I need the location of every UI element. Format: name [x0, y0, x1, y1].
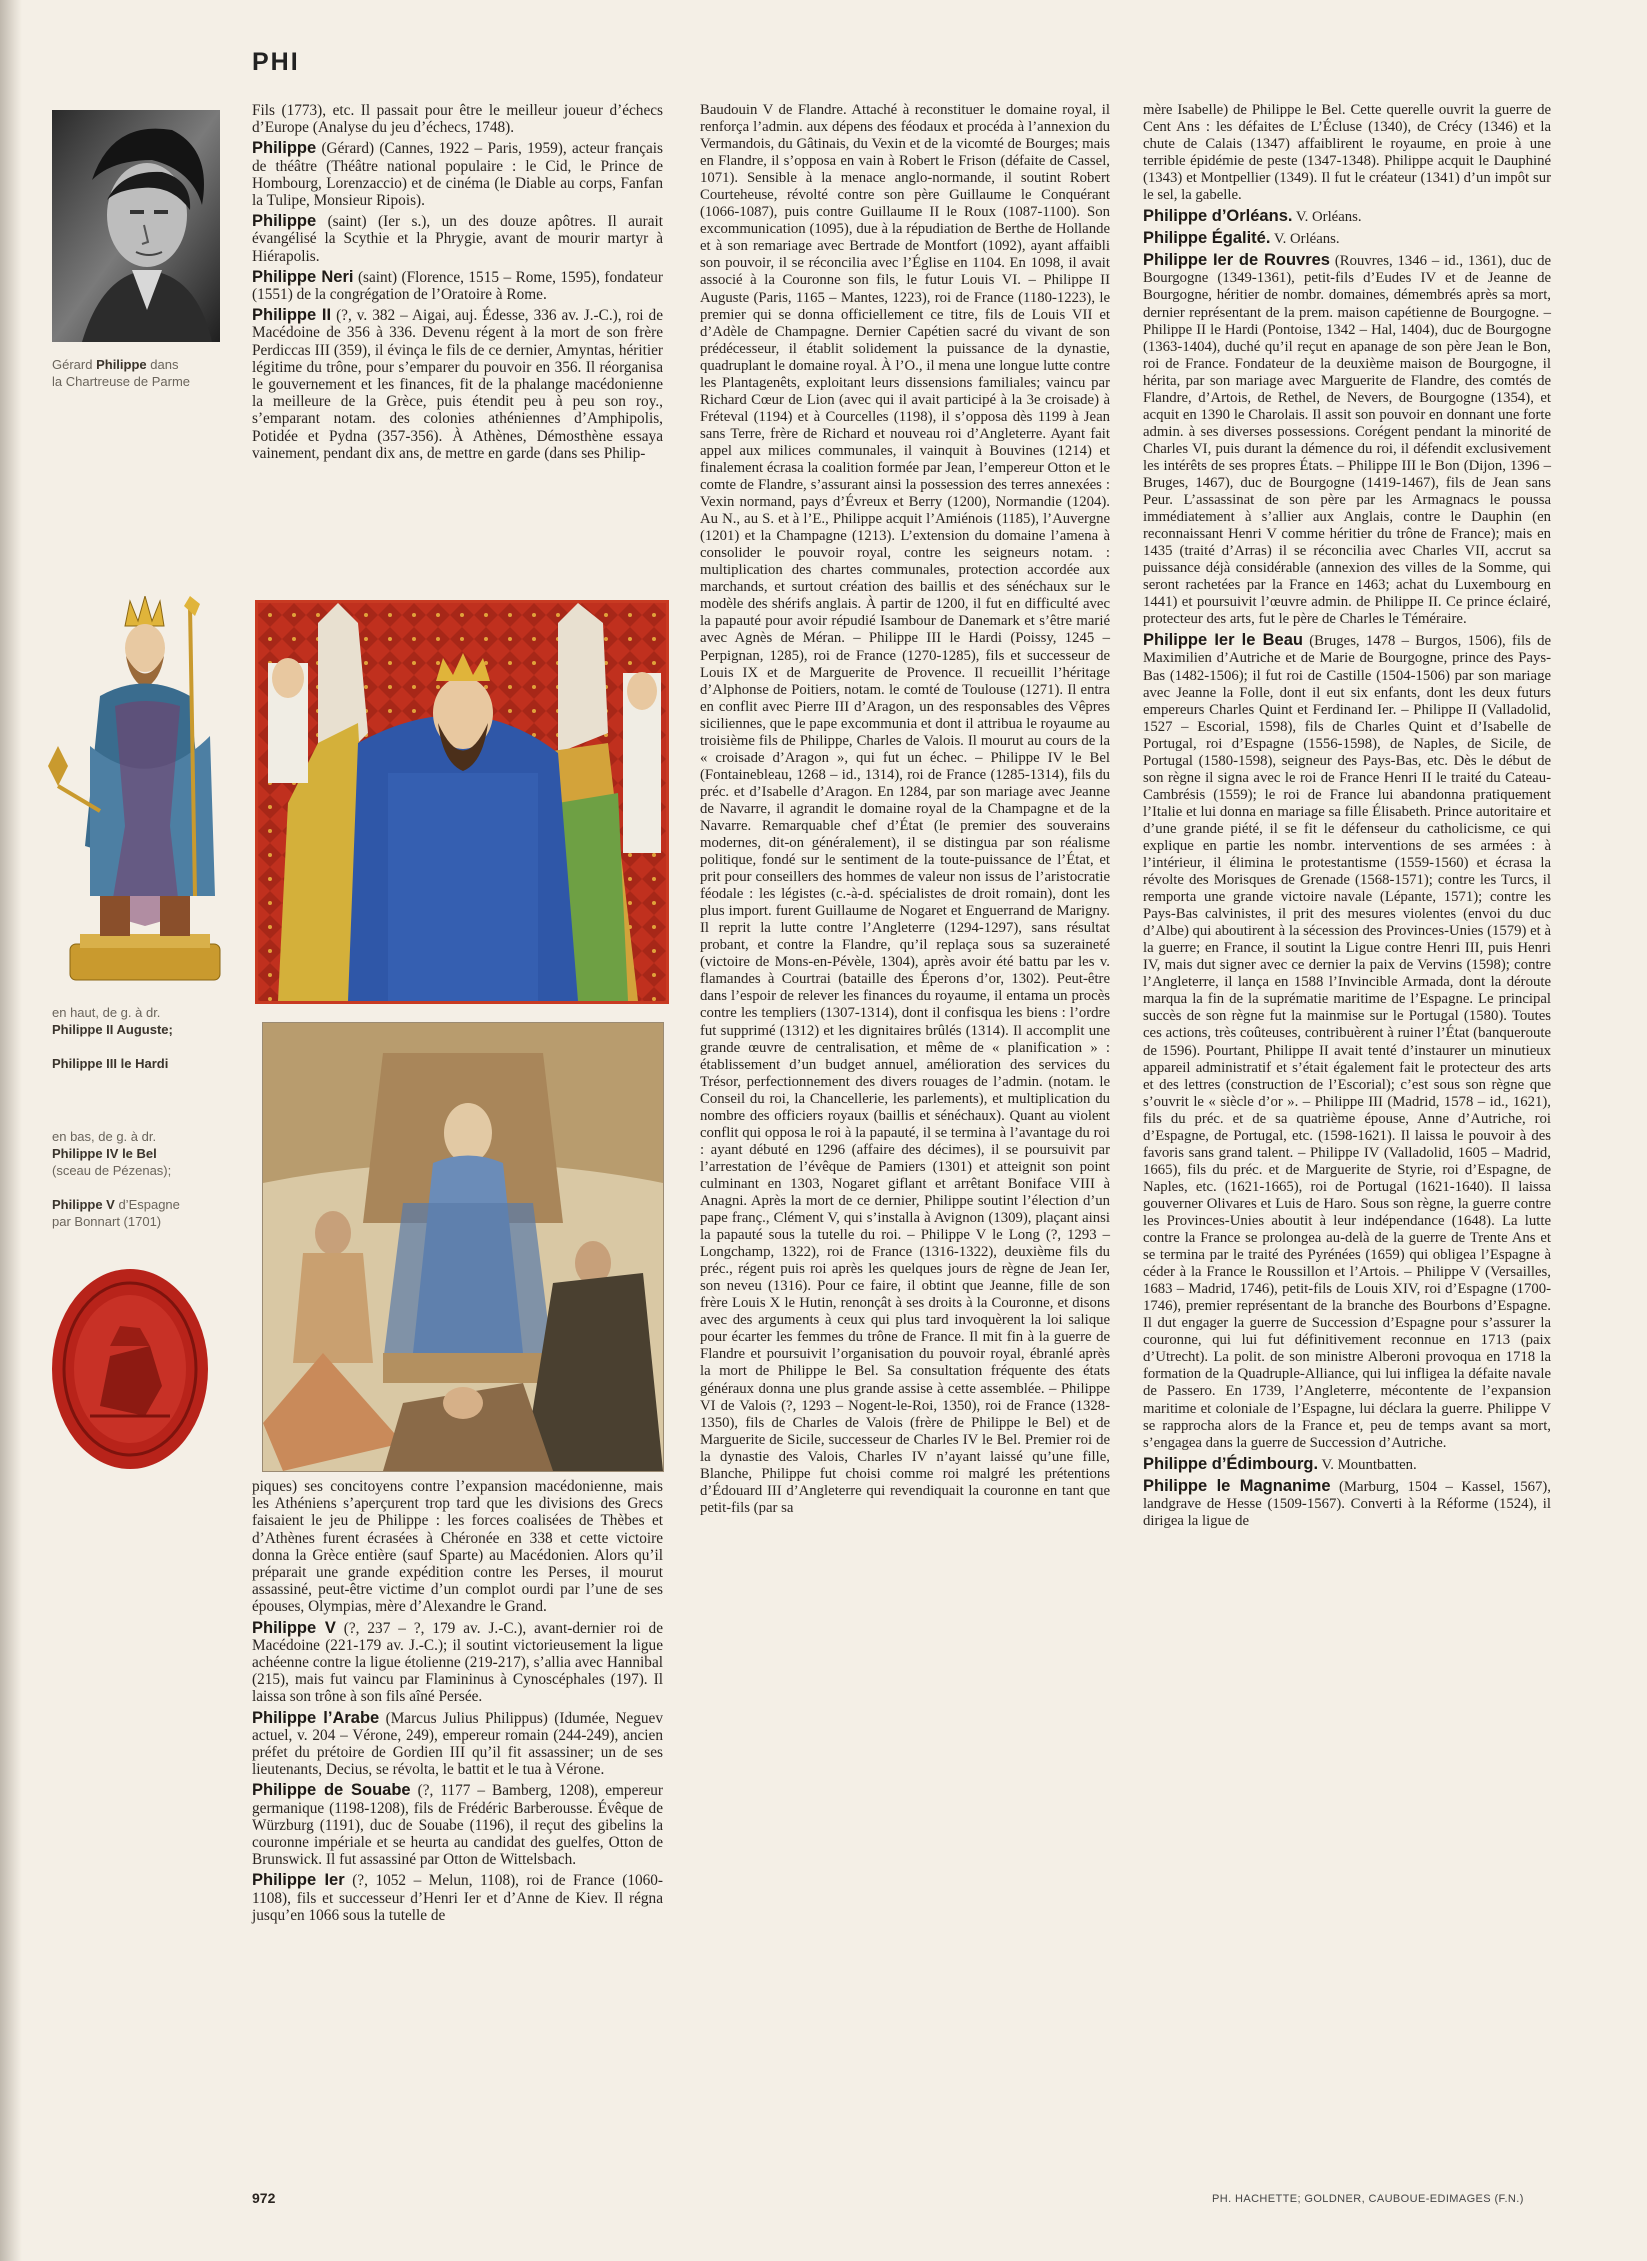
entry-philippe-le-beau: Philippe Ier le Beau (Bruges, 1478 – Burgos, 1506), fils de Maximilien d’Autriche et de Marie de Bourgogne, prince des Pays-Bas (1482-1506); il fut roi de Castille (1504-1506) par son mariage avec Jeanne la Folle, dont il eut six enfants, dont les deux futurs empereurs Charles Quint et Ferdinand Ier. – Philippe II (Valladolid, 1527 – Escorial, 1598), fils de Charles Quint et d’Isabelle de Portugal, roi d’Espagne (1556-1598), de Naples, de Sicile, de Portugal (1580-1598), seigneur des Pays-Bas, etc. Dès le début de son règne il signa avec le roi de France Henri II le traité du Cateau-Cambrésis (1559); le roi de France lui abandonna pratiquement l’Italie et lui donna en mariage sa fille Élisabeth. Prince autoritaire et d’une grande piété, il se fit le défenseur du catholicisme, ce qui explique en partie les nombr. interventions de ses armées : à l’intérieur, il élimina le protestantisme (1559-1560) et écrasa la révolte des Morisques de Grenade (1568-1571); contre les Turcs, il remporta une grande victoire navale (Lépante, 1571); contre les Pays-Bas calvinistes, il prit des mesures violentes (envoi du duc d’Albe) qui aboutirent à la sécession des Provinces-Unies (1579) et à la guerre; en France, il soutint la Ligue contre Henri III, puis Henri IV, mais dut signer avec ce dernier la paix de Vervins (1598); contre l’Angleterre, il lança en 1588 l’Invincible Armada, dont la déroute marqua la fin de la suprématie maritime de l’Espagne. Le principal succès de son règne fut la mainmise sur le Portugal (1580). Toutes ces actions, très coûteuses, contribuèrent à ruiner l’État (banqueroute de 1596). Pourtant, Philippe II avait tenté d’instaurer un minutieux appareil administratif et s’était également fait le protecteur des arts et des lettres (construction de l’Escorial); c’est sous son règne que s’ouvrit le « siècle d’or ». – Philippe III (Madrid, 1578 – id., 1621), fils du préc. et de sa quatrième épouse, Anne d’Autriche, roi d’Espagne, de Portugal, etc. (1598-1621). Il laissa le pouvoir à des favoris sans grand talent. – Philippe IV (Valladolid, 1605 – Madrid, 1665), fils du préc. et de Marguerite de Styrie, roi d’Espagne, de Naples, etc. (1621-1665), roi de Portugal (1621-1640). Il laissa gouverner Olivares et Luis de Haro. Sous son règne, la guerre contre les Provinces-Unies aboutit à leur indépendance (1648). La lutte contre la France se prolongea au-delà de la guerre de Trente Ans et se termina par le traité des Pyrénées (1659) qui obligea l’Espagne à céder à la France le Roussillon et l’Artois. – Philippe V (Versailles, 1683 – Madrid, 1746), petit-fils de Louis XIV, roi d’Espagne (1700-1746), premier représentant de la branche des Bourbons d’Espagne. Il dut engager la guerre de Succession d’Espagne pour s’assurer la couronne, qui lui fut définitivement reconnue en 1713 (paix d’Utrecht). La polit. de son ministre Alberoni provoqua en 1718 la formation de la Quadruple-Alliance, qui lui infligea la défaite navale de Passero. En 1739, l’Angleterre, mécontente de l’expansion maritime et coloniale de l’Espagne, lui déclara la guerre. Philippe V se rapprocha alors de la France et, peu de temps avant sa mort, s’engagea dans la guerre de Succession d’Autriche.	[1143, 631, 1552, 1451]
entry-philippe-saint: Philippe (saint) (Ier s.), un des douze apôtres. Il aurait évangélisé la Scythie et la Phrygie, avant de mourir martyr à Hiérapolis.	[252, 212, 663, 265]
bottom-caption: en bas, de g. à dr. Philippe IV le Bel (sceau de Pézenas); Philippe V d’Espagne par Bonnart (1701)	[52, 1129, 180, 1229]
entry-philippe-gerard: Philippe (Gérard) (Cannes, 1922 – Paris, 1959), acteur français de théâtre (Théâtre national populaire : le Cid, le Prince de Hombourg, Lorenzaccio) et de cinéma (le Diable au corps, Fanfan la Tulipe, Monsieur Ripois).	[252, 139, 663, 210]
entry-philippe-ier-france: Philippe Ier (?, 1052 – Melun, 1108), roi de France (1060-1108), fils et successeur d’Henri Ier et d’Anne de Kiev. Il régna jusqu’en 1066 sous la tutelle de	[252, 1871, 664, 1924]
entry-philippe-neri: Philippe Neri (saint) (Florence, 1515 – Rome, 1595), fondateur (1551) de la congrégation de l’Oratoire à Rome.	[252, 267, 663, 304]
entry-text: mère Isabelle) de Philippe le Bel. Cette querelle ouvrit la guerre de Cent Ans : les défaites de L’Écluse (1340), de Crécy (1346) et la chute de Calais (1347) affaiblirent le royaume, en proie à une terrible épidémie de peste (1347-1348). Philippe acquit le Dauphiné (1343) et Montpellier (1349). Il fut le créateur (1341) d’un impôt sur le sel, la gabelle.	[1143, 102, 1551, 204]
entry-philippe-ii-macedoine: Philippe II (?, v. 382 – Aigai, auj. Édesse, 336 av. J.-C.), roi de Macédoine de 356 à 336. Devenu régent à la mort de son frère Perdiccas III (359), il évinça le fils de ce dernier, Amyntas, héritier légitime du trône, pour s’emparer du pouvoir en 356. Il réorganisa le gouvernement et les finances, fit de la phalange macédonienne la meilleure de la Grèce, puis étendit peu à peu son roy., s’emparant notam. des colonies athéniennes d’Amphipolis, Potidée et Pydna (357-356). À Athènes, Démosthène essaya vainement, pendant dix ans, de mettre en garde (dans ses Philip-	[252, 306, 663, 462]
top-caption: en haut, de g. à dr. Philippe II Auguste; Philippe III le Hardi	[52, 1005, 173, 1071]
page-header: PHI	[252, 48, 300, 76]
page-edge	[0, 0, 22, 2261]
entry-philippe-orleans: Philippe d’Orléans. V. Orléans.	[1143, 207, 1362, 226]
page-number: 972	[252, 2190, 276, 2206]
entry-text: Baudouin V de Flandre. Attaché à reconstituer le domaine royal, il renforça l’admin. aux dépens des féodaux et procéda à l’annexion du Vermandois, du Gâtinais, du Vexin et de la vicomté de Bourges; mais en Flandre, il s’opposa en vain à Robert le Frison (défaite de Cassel, 1071). Sensible à la menace anglo-normande, il soutint Robert Courteheuse, révolté contre son père Guillaume le Conquérant (1066-1087), puis contre Guillaume II le Roux (1087-1100). Son excommunication (1095), due à la répudiation de Berthe de Hollande et à son remariage avec Bertrade de Montfort (1092), ayant affaibli son pouvoir, il se réconcilia avec l’Église en 1104. En 1098, il avait associé à la Couronne son fils, le futur Louis VI. – Philippe II Auguste (Paris, 1165 – Mantes, 1223), roi de France (1180-1223), le premier qui se donna officiellement ce titre, fils de Louis VII et d’Adèle de Champagne. Dernier Capétien sacré du vivant de son prédécesseur, il établit solidement la puissance de la dynastie, quadruplant le domaine royal. À l’O., il mena une longue lutte contre les Plantagenêts, exploitant leurs dissensions familiales; vaincu par Richard Cœur de Lion (avec qui il avait participé à la 3e croisade) à Fréteval (1194) et à Courcelles (1198), il s’opposa dès 1199 à Jean sans Terre, frère de Richard et nouveau roi d’Angleterre. Ayant fait appel aux milices communales, il vainquit à Bouvines (1214) et finalement écrasa la coalition formée par Jean, l’empereur Otton et le comte de Flandre, s’assurant ainsi la possession des terres annexées : Vexin normand, pays d’Évreux et Berry (1200), Normandie (1204). Au N., au S. et à l’E., Philippe acquit l’Amiénois (1185), l’Auvergne (1201) et la Champagne (1213). L’extension du domaine l’amena à consolider le pouvoir royal, contre les seigneurs notam. : multiplication des chartes communales, protection accordée aux marchands, et surtout création des baillis et des sénéchaux sur le modèle des shérifs anglais. À partir de 1200, il fut en difficulté avec la papauté pour avoir répudié Isambour de Danemark et s’être marié avec Agnès de Méran. – Philippe III le Hardi (Poissy, 1245 – Perpignan, 1285), roi de France (1270-1285), fils et successeur de Louis IX et de Marguerite de Provence. Il recueillit l’héritage d’Alphonse de Poitiers, notam. le comté de Toulouse (1271). Il entra en conflit avec Pierre III d’Aragon, un des responsables des Vêpres siciliennes, que le pape excommunia et dont il attribua le royaume au troisième fils de Philippe, Charles de Valois. Il mourut au cours de la « croisade d’Aragon », qui fut un échec. – Philippe IV le Bel (Fontainebleau, 1268 – id., 1314), roi de France (1285-1314), fils du préc. et d’Isabelle d’Aragon. En 1284, par son mariage avec Jeanne de Navarre, il agrandit le domaine royal de la Champagne et de la Navarre. Remarquable chef d’État (le premier des souverains modernes, dit-on généralement), il se distingua par son réalisme politique, fondé sur le sentiment de la toute-puissance de l’État, et prit pour conseillers des hommes de valeur non issus de l’aristocratie féodale : les légistes (c.-à-d. spécialistes de droit romain), dont les plus import. furent Guillaume de Nogaret et Enguerrand de Marigny. Il reprit la lutte contre l’Angleterre (1294-1297), sans résultat probant, et contre la Flandre, qu’il replaça sous sa suzeraineté (victoire de Mons-en-Pévèle, 1304), après avoir été battu par les v. flamandes à Courtrai (bataille des Éperons d’or, 1302). Peut-être dans l’espoir de relever les finances du royaume, il entama un procès contre les templiers (1307-1314), dont il confisqua les biens : l’ordre fut supprimé (1312) et les dignitaires brûlés (1314). Il accomplit une grande œuvre de centralisation, et même de « planification » : établissement d’un budget annuel, amélioration des services du Trésor, perfectionnement des divers rouages de l’admin. (notam. le Conseil du roi, la Chancellerie, les parlements), et multiplication du nombre des officiers royaux (baillis et sénéchaux). Quant au violent conflit qui opposa le roi à la papauté, il se termina à l’avantage du roi : ayant débuté en 1296 (affaire des décimes), il se poursuivit par l’arrestation de l’évêque de Pamiers (1301) et atteignit son point culminant en 1303, Nogaret giflant et arrêtant Boniface VIII à Anagni. Après la mort de ce dernier, Philippe soutint l’élection d’un pape franç., Clément V, qui s’installa à Avignon (1309), plaçant ainsi la papauté sous la tutelle du roi. – Philippe V le Long (?, 1293 – Longchamp, 1322), roi de France (1316-1322), deuxième fils du préc., régent puis roi après les quelques jours de règne de Jean Ier, son neveu (1316). Pour ce faire, il obtint que Jeanne, fille de son frère Louis X le Hutin, renonçât à ses droits à la Couronne, et disons avec des arguments à ceux qui plus tard invoquèrent la loi salique pour écarter les femmes du trône de France. Il mit fin à la guerre de Flandre et poursuivit l’organisation du pouvoir royal, ébranlé après la mort de Philippe le Bel. Sa consultation fréquente des états généraux donna une plus grande assise à cette assemblée. – Philippe VI de Valois (?, 1293 – Nogent-le-Roi, 1350), roi de France (1328-1350), fils de Charles de Valois (frère de Philippe le Bel) et de Marguerite de Sicile, successeur de Charles IV le Bel. Premier roi de la dynastie des Valois, Charles IV n’ayant laissé qu’une fille, Blanche, Philippe fut choisi comme roi malgré les prétentions d’Édouard III d’Angleterre qui revendiquait la couronne en tant que petit-fils (par sa	[700, 102, 1110, 1516]
column-1-top	[252, 102, 663, 466]
column-3	[1143, 102, 1551, 1534]
portrait-photo	[52, 110, 220, 342]
column-1-bottom	[252, 1478, 663, 1928]
portrait-illustration	[52, 110, 220, 342]
entry-philippe-rouvres: Philippe Ier de Rouvres (Rouvres, 1346 – id., 1361), duc de Bourgogne (1349-1361), petit-fils d’Eudes IV et de Jeanne de Bourgogne, héritier de nombr. domaines, démembrés après sa mort, dernier représentant de la prem. maison capétienne de Bourgogne. – Philippe II le Hardi (Pontoise, 1342 – Hal, 1404), duc de Bourgogne (1363-1404), duché qu’il reçut en apanage de son père Jean le Bon, roi de France. Fondateur de la deuxième maison de Bourgogne, il hérita, par son mariage avec Marguerite de Flandre, des comtés de Flandre, d’Artois, de Rethel, de Nevers, de Bourgogne (1354), et acquit en 1390 le Charolais. Il assit son pouvoir en donnant une forte admin. à ses diverses possessions. Corégent pendant la minorité de Charles VI, puis durant la démence du roi, il défendit exclusivement les intérêts de ses propres États. – Philippe III le Bon (Dijon, 1396 – Bruges, 1467), duc de Bourgogne (1419-1467), fils de Jean sans Peur. L’assassinat de son père par les Armagnacs le poussa immédiatement à s’allier aux Anglais, contre le Dauphin (en reconnaissant Henri V comme héritier du trône de France); mais en 1435 (traité d’Arras) il se réconcilia avec Charles VII, accrut sa puissance déjà considérable (annexion des villes de la Somme, qui seront rachetées par la France en 1463; achat du Luxembourg en 1441) et poursuivit l’œuvre admin. de Philippe II. Ce prince éclairé, protecteur des arts, fut le père de Charles le Téméraire.	[1143, 251, 1551, 628]
medieval-miniature-image	[255, 600, 669, 1004]
entry-text: piques) ses concitoyens contre l’expansion macédonienne, mais les Athéniens s’aperçurent trop tard que les divisions des Grecs faisaient le jeu de Philippe : les forces coalisées de Thèbes et d’Athènes furent écrasées à Chéronée en 338 et cette victoire donna la Grèce entière (sauf Sparte) au Macédonien. Alors qu’il préparait une grande expédition contre les Perses, il mourut assassiné, peut-être victime d’un complot ourdi par l’une de ses épouses, Olympias, mère d’Alexandre le Grand.	[252, 1478, 663, 1616]
philippe-auguste-figure	[30, 596, 240, 988]
entry-philippe-edimbourg: Philippe d’Édimbourg. V. Mountbatten.	[1143, 1454, 1417, 1473]
wax-seal-image	[50, 1266, 210, 1472]
photo-credit: PH. HACHETTE; GOLDNER, CAUBOUE-EDIMAGES (F.N.)	[1212, 2193, 1524, 2205]
entry-text: Fils (1773), etc. Il passait pour être le meilleur joueur d’échecs d’Europe (Analyse du jeu d’échecs, 1748).	[252, 102, 663, 137]
entry-philippe-arabe: Philippe l’Arabe (Marcus Julius Philippus) (Idumée, Neguev actuel, v. 204 – Vérone, 249), empereur romain (244-249), ancien préfet du prétoire de Gordien III qu’il fit assassiner; un de ses lieutenants, Decius, se révolta, le battit et le tua à Vérone.	[252, 1708, 663, 1779]
entry-philippe-egalite: Philippe Égalité. V. Orléans.	[1143, 229, 1340, 248]
entry-philippe-souabe: Philippe de Souabe (?, 1177 – Bamberg, 1208), empereur germanique (1198-1208), fils de Frédéric Barberousse. Évêque de Würzburg (1191), duc de Souabe (1196), il reçut des gibelins la couronne impériale et se heurta au candidat des guelfes, Otton de Brunswick. Il fut assassiné par Otton de Wittelsbach.	[252, 1781, 663, 1869]
portrait-caption: Gérard Philippe dans la Chartreuse de Parme	[52, 357, 191, 389]
entry-philippe-v-macedoine: Philippe V (?, 237 – ?, 179 av. J.-C.), avant-dernier roi de Macédoine (221-179 av. J.-C.); il soutint victorieusement la ligue achéenne contre la ligue étolienne (219-217), s’allia avec Hannibal (215), mais fut vaincu par Flamininus à Cynoscéphales (197). Il laissa son trône à son fils aîné Persée.	[252, 1618, 663, 1706]
column-2	[700, 102, 1110, 1521]
engraving-philippe-v-image	[262, 1022, 664, 1472]
entry-philippe-magnanime: Philippe le Magnanime (Marburg, 1504 – Kassel, 1567), landgrave de Hesse (1509-1567). Converti à la Réforme (1524), il dirigea la ligue de	[1143, 1476, 1551, 1529]
